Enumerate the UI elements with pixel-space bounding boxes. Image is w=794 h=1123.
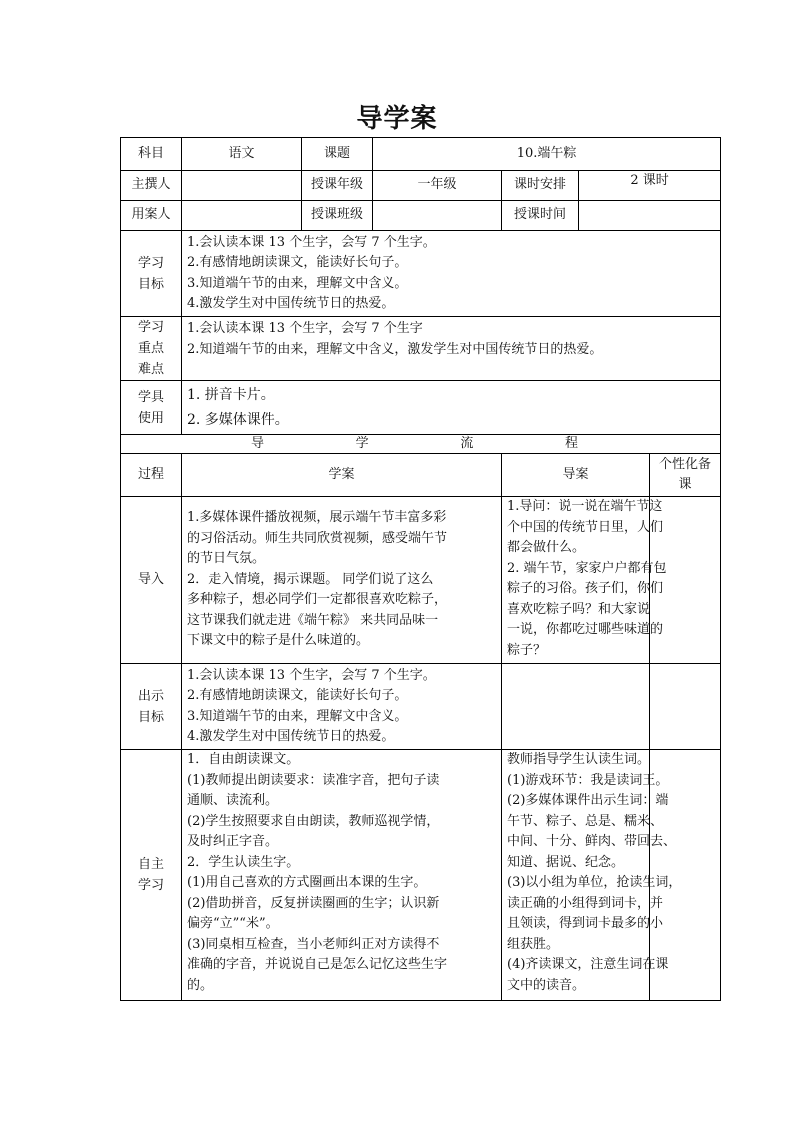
tool-item: 1. 拼音卡片。 bbox=[187, 386, 275, 403]
focus-label-line: 学习 bbox=[137, 320, 164, 335]
self-student-line: 及时纠正字音。 bbox=[187, 834, 279, 849]
intro-student bbox=[182, 497, 502, 664]
intro-teacher-line: 喜欢吃粽子吗？和大家说 bbox=[507, 601, 651, 617]
goals-content bbox=[182, 231, 721, 317]
self-teacher-line: 文中的读音。 bbox=[507, 977, 586, 993]
self-student-line: (3)同桌相互检查，当小老师纠正对方读得不 bbox=[187, 936, 440, 952]
tools-label-line: 使用 bbox=[137, 410, 164, 426]
header-row-user bbox=[121, 201, 721, 231]
self-student-line: (1)教师提出朗读要求：读准字音，把句子读 bbox=[187, 772, 440, 788]
hours-value: 2 课时 bbox=[579, 171, 721, 201]
self-teacher-line: 组获胜。 bbox=[507, 936, 560, 952]
goals-label-line: 目标 bbox=[137, 276, 164, 292]
goals-label-line: 学习 bbox=[137, 255, 164, 271]
tools-label bbox=[121, 381, 182, 435]
self-teacher-line: (1)游戏环节：我是读词王。 bbox=[507, 772, 669, 788]
intro-student-line: 这节课我们就走进《端午粽》 来共同品味一 bbox=[187, 612, 439, 628]
show-goals-line: 2.有感情地朗读课文，能读好长句子。 bbox=[187, 688, 408, 703]
focus-content bbox=[182, 317, 721, 381]
focus-label-line: 难点 bbox=[137, 362, 164, 377]
author-label: 主撰人 bbox=[121, 171, 182, 201]
tools-row bbox=[121, 381, 721, 435]
col-teacher: 导案 bbox=[502, 454, 650, 497]
show-goals-label bbox=[121, 664, 182, 750]
self-student-line: 通顺、读流利。 bbox=[187, 793, 279, 808]
intro-student-line: 下课文中的粽子是什么味道的。 bbox=[187, 633, 370, 649]
self-teacher-line: (3)以小组为单位，抢读生词， bbox=[507, 875, 682, 890]
self-student-line: (2)学生按照要求自由朗读，教师巡视学情， bbox=[187, 813, 440, 829]
intro-teacher-line: 一说，你都吃过哪些味道的 bbox=[507, 622, 664, 637]
intro-student-line: 2．走入情境，揭示课题。 同学们说了这么 bbox=[187, 571, 434, 587]
intro-teacher-line: 粽子的习俗。孩子们，你们 bbox=[507, 581, 664, 596]
self-study-label-line: 自主 bbox=[137, 857, 164, 872]
self-student-line: 准确的字音，并说说自己是怎么记忆这些生字 bbox=[187, 957, 448, 972]
intro-teacher-line: 都会做什么。 bbox=[507, 540, 586, 555]
self-teacher-line: 且领读，得到词卡最多的小 bbox=[507, 916, 664, 931]
header-row-author bbox=[121, 171, 721, 201]
grade-value: 一年级 bbox=[373, 171, 502, 201]
goal-item: 2.有感情地朗读课文，能读好长句子。 bbox=[187, 255, 408, 270]
class-label: 授课班级 bbox=[302, 201, 373, 231]
self-teacher-line: (2)多媒体课件出示生词：端 bbox=[507, 793, 669, 808]
show-goals-line: 1.会认读本课 13 个生字，会写 7 个生字。 bbox=[187, 667, 436, 683]
self-student-line: 偏旁“立”“米”。 bbox=[187, 916, 279, 931]
intro-row bbox=[121, 497, 721, 664]
user-label: 用案人 bbox=[121, 201, 182, 231]
show-goals-teacher bbox=[502, 664, 650, 750]
goal-item: 4.激发学生对中国传统节日的热爱。 bbox=[187, 296, 395, 311]
focus-row bbox=[121, 317, 721, 381]
col-personal bbox=[650, 454, 721, 497]
focus-label-line: 重点 bbox=[137, 341, 164, 356]
col-student: 学案 bbox=[182, 454, 502, 497]
flow-heading-row bbox=[121, 435, 721, 454]
goal-item: 1.会认读本课 13 个生字，会写 7 个生字。 bbox=[187, 234, 436, 250]
self-teacher-line: 知道、据说、纪念。 bbox=[507, 854, 625, 870]
goal-item: 3.知道端午节的由来，理解文中含义。 bbox=[187, 275, 408, 291]
self-teacher-line: 教师指导学生认读生词。 bbox=[507, 752, 651, 767]
time-label: 授课时间 bbox=[502, 201, 579, 231]
subject-value: 语文 bbox=[182, 138, 302, 171]
flow-char: 导 bbox=[251, 436, 265, 451]
self-study-row bbox=[121, 750, 721, 1001]
show-goals-student bbox=[182, 664, 502, 750]
header-row-subject bbox=[121, 138, 721, 171]
flow-char: 程 bbox=[565, 436, 579, 451]
self-teacher-line: 中间、十分、鲜肉、带回去、 bbox=[507, 834, 677, 849]
self-student-line: 2．学生认读生字。 bbox=[187, 854, 300, 870]
focus-item: 1.会认读本课 13 个生字，会写 7 个生字 bbox=[187, 321, 423, 336]
self-study-student bbox=[182, 750, 502, 1001]
show-goals-personal bbox=[650, 664, 721, 750]
time-value bbox=[579, 201, 721, 231]
intro-teacher bbox=[502, 497, 667, 664]
self-student-line: 1．自由朗读课文。 bbox=[187, 752, 300, 767]
tool-item: 2. 多媒体课件。 bbox=[187, 411, 289, 428]
show-goals-row bbox=[121, 664, 721, 750]
flow-heading bbox=[121, 435, 721, 454]
author-value bbox=[182, 171, 302, 201]
col-process: 过程 bbox=[121, 454, 182, 497]
show-goals-line: 4.激发学生对中国传统节日的热爱。 bbox=[187, 729, 395, 744]
intro-label: 导入 bbox=[121, 497, 182, 664]
intro-teacher-line: 2. 端午节，家家户户都有包 bbox=[507, 560, 667, 576]
self-study-label bbox=[121, 750, 182, 1001]
self-teacher-line: 午节、粽子、总是、糯米、 bbox=[507, 813, 664, 829]
subject-label: 科目 bbox=[121, 138, 182, 171]
intro-student-line: 多种粽子，想必同学们一定都很喜欢吃粽子， bbox=[187, 592, 448, 608]
intro-teacher-line: 1.导问：说一说在端午节这 bbox=[507, 499, 663, 514]
col-personal-line: 个性化备 bbox=[659, 457, 712, 472]
topic-value: 10.端午粽 bbox=[373, 138, 721, 171]
col-personal-line: 课 bbox=[678, 477, 692, 492]
self-teacher-line: (4)齐读课文，注意生词在课 bbox=[507, 957, 669, 972]
goals-row bbox=[121, 231, 721, 317]
document-title: 导学案 bbox=[356, 104, 438, 134]
intro-student-line: 1.多媒体课件播放视频，展示端午节丰富多彩 bbox=[187, 510, 447, 526]
class-value bbox=[373, 201, 502, 231]
goals-label bbox=[121, 231, 182, 317]
focus-item: 2.知道端午节的由来，理解文中含义，激发学生对中国传统节日的热爱。 bbox=[187, 341, 603, 357]
lesson-plan-table bbox=[120, 137, 721, 1001]
show-goals-label-line: 目标 bbox=[137, 709, 164, 725]
flow-char: 学 bbox=[355, 436, 369, 451]
column-header-row bbox=[121, 454, 721, 497]
grade-label: 授课年级 bbox=[302, 171, 373, 201]
self-student-line: (2)借助拼音，反复拼读圈画的生字；认识新 bbox=[187, 895, 440, 911]
tools-content bbox=[182, 381, 721, 435]
show-goals-line: 3.知道端午节的由来，理解文中含义。 bbox=[187, 708, 408, 724]
self-student-line: 的。 bbox=[187, 977, 214, 993]
intro-student-line: 的节日气氛。 bbox=[187, 551, 266, 567]
hours-label: 课时安排 bbox=[502, 171, 579, 201]
self-study-label-line: 学习 bbox=[137, 878, 164, 893]
show-goals-label-line: 出示 bbox=[137, 688, 164, 704]
intro-student-line: 的习俗活动。师生共同欣赏视频，感受端午节 bbox=[187, 530, 448, 546]
topic-label: 课题 bbox=[302, 138, 373, 171]
flow-char: 流 bbox=[460, 436, 474, 451]
intro-teacher-line: 粽子？ bbox=[507, 642, 547, 658]
self-study-teacher bbox=[502, 750, 682, 1001]
self-teacher-line: 读正确的小组得到词卡，并 bbox=[507, 895, 664, 911]
focus-label bbox=[121, 317, 182, 381]
intro-teacher-line: 个中国的传统节日里，人们 bbox=[507, 519, 664, 535]
self-student-line: (1)用自己喜欢的方式圈画出本课的生字。 bbox=[187, 875, 427, 890]
tools-label-line: 学具 bbox=[137, 389, 164, 405]
user-value bbox=[182, 201, 302, 231]
